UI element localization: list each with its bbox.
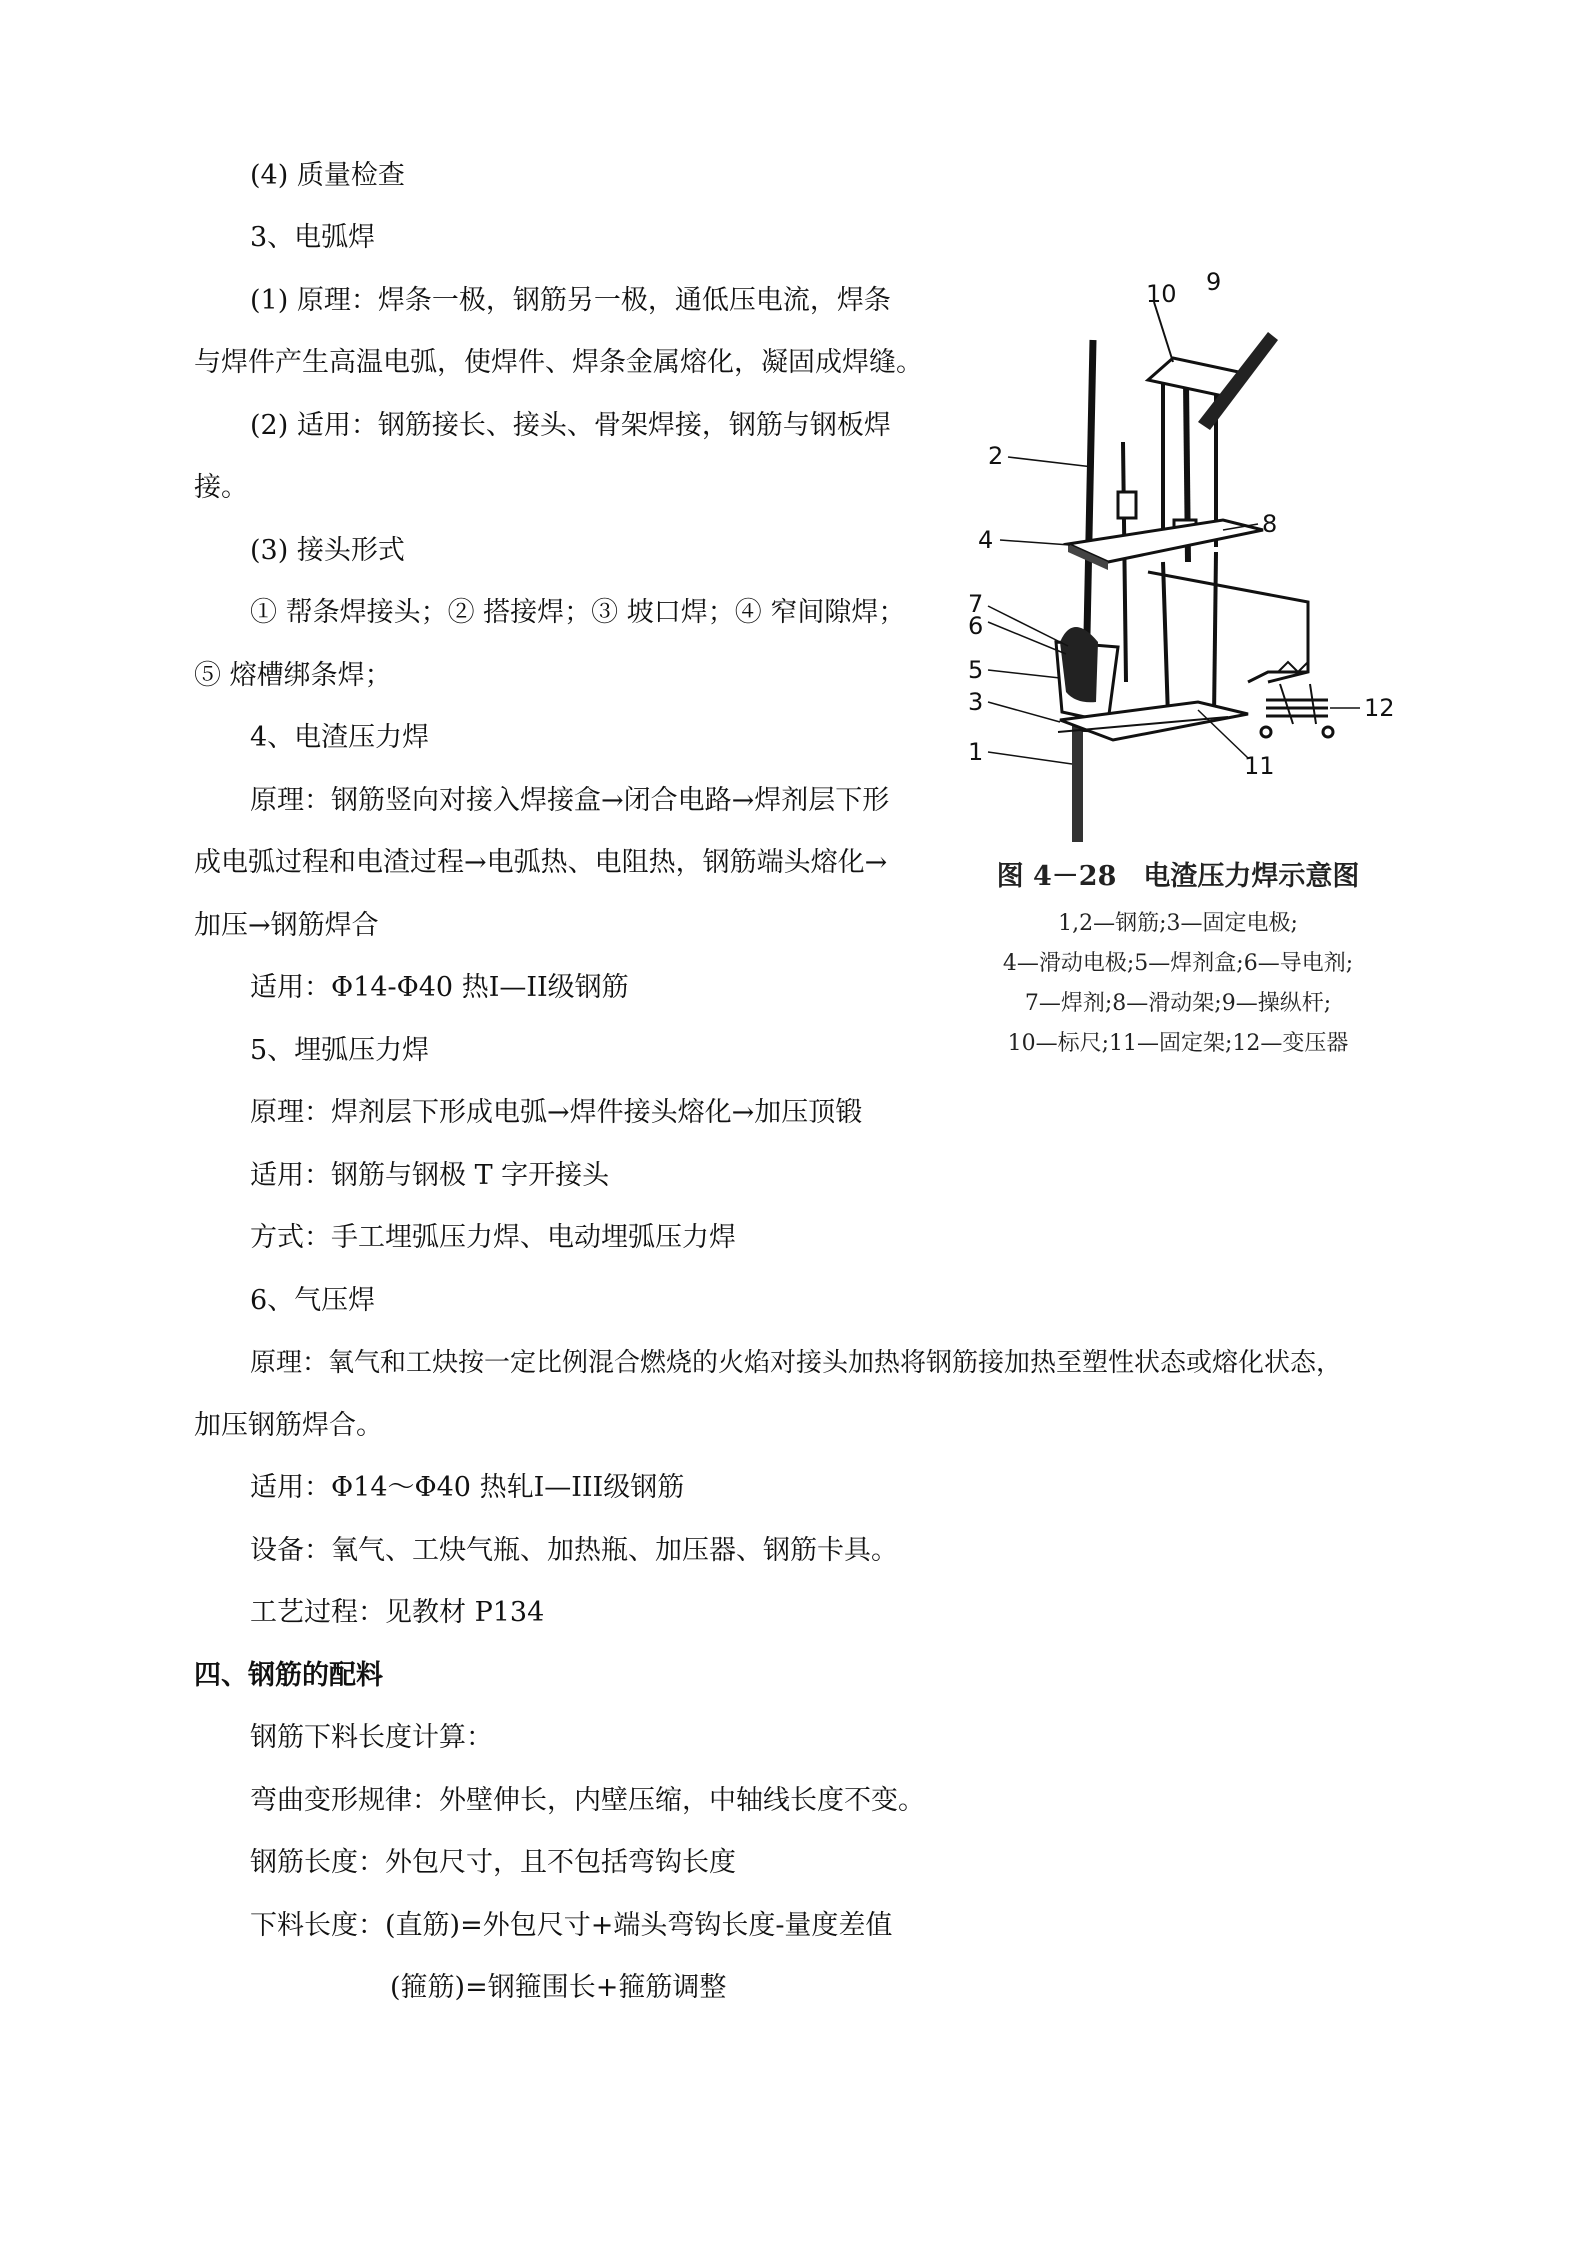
text-line: 方式：手工埋弧压力焊、电动埋弧压力焊 xyxy=(250,1222,736,1253)
text-line: (箍筋)=钢箍围长+箍筋调整 xyxy=(390,1972,727,2003)
text-line: (4) 质量检查 xyxy=(250,160,405,191)
figure-label: 5 xyxy=(968,656,984,684)
text-line: 适用：钢筋与钢极 T 字开接头 xyxy=(250,1160,610,1191)
figure-label: 12 xyxy=(1364,694,1395,722)
electroslag-welding-figure xyxy=(948,262,1408,1082)
text-line: 弯曲变形规律：外壁伸长，内壁压缩，中轴线长度不变。 xyxy=(250,1785,925,1816)
text-line: 接。 xyxy=(194,472,248,503)
text-line: 原理：焊剂层下形成电弧→焊件接头熔化→加压顶锻 xyxy=(250,1097,863,1128)
figure-label: 1 xyxy=(968,738,984,766)
figure-drawing xyxy=(948,262,1408,842)
text-line: (3) 接头形式 xyxy=(250,535,405,566)
chapter-heading: 四、钢筋的配料 xyxy=(194,1660,383,1691)
section-heading: 3、电弧焊 xyxy=(250,222,376,253)
figure-label: 10 xyxy=(1146,280,1177,308)
text-line: 原理：氧气和工炔按一定比例混合燃烧的火焰对接头加热将钢筋接加热至塑性状态或熔化状态， xyxy=(250,1348,1343,1378)
text-line: 钢筋长度：外包尺寸，且不包括弯钩长度 xyxy=(250,1847,736,1878)
text-line: 工艺过程：见教材 P134 xyxy=(250,1597,545,1628)
figure-caption-line: 7—焊剂;8—滑动架;9—操纵杆; xyxy=(1024,991,1332,1016)
section-heading: 6、气压焊 xyxy=(250,1285,376,1316)
text-line: 下料长度：(直筋)=外包尺寸+端头弯钩长度-量度差值 xyxy=(250,1910,893,1941)
text-line: ① 帮条焊接头；② 搭接焊；③ 坡口焊；④ 窄间隙焊； xyxy=(250,597,906,628)
figure-label: 9 xyxy=(1206,268,1222,296)
text-line: 钢筋下料长度计算： xyxy=(250,1722,493,1753)
figure-label: 3 xyxy=(968,688,984,716)
figure-label: 11 xyxy=(1244,752,1275,780)
text-line: 加压钢筋焊合。 xyxy=(194,1410,383,1441)
section-heading: 4、电渣压力焊 xyxy=(250,722,430,753)
text-line: (1) 原理：焊条一极，钢筋另一极，通低压电流，焊条 xyxy=(250,285,891,316)
text-line: 与焊件产生高温电弧，使焊件、焊条金属熔化，凝固成焊缝。 xyxy=(194,347,923,378)
figure-label: 6 xyxy=(968,612,984,640)
figure-label: 7 xyxy=(968,590,984,618)
figure-label: 2 xyxy=(988,442,1004,470)
figure-label: 8 xyxy=(1262,510,1278,538)
text-line: ⑤ 熔槽绑条焊； xyxy=(194,660,392,691)
figure-caption-line: 10—标尺;11—固定架;12—变压器 xyxy=(1007,1031,1349,1056)
text-line: 原理：钢筋竖向对接入焊接盒→闭合电路→焊剂层下形 xyxy=(250,785,890,816)
text-line: 成电弧过程和电渣过程→电弧热、电阻热，钢筋端头熔化→ xyxy=(194,847,888,878)
text-line: 设备：氧气、工炔气瓶、加热瓶、加压器、钢筋卡具。 xyxy=(250,1535,898,1566)
text-line: (2) 适用：钢筋接长、接头、骨架焊接，钢筋与钢板焊 xyxy=(250,410,891,441)
text-line: 适用：Φ14～Φ40 热轧I—III级钢筋 xyxy=(250,1472,685,1503)
figure-caption-line: 4—滑动电极;5—焊剂盒;6—导电剂; xyxy=(1002,951,1354,976)
figure-caption-line: 1,2—钢筋;3—固定电极; xyxy=(1058,911,1298,936)
text-line: 加压→钢筋焊合 xyxy=(194,910,379,941)
text-line: 适用：Φ14-Φ40 热I—II级钢筋 xyxy=(250,972,629,1003)
figure-label: 4 xyxy=(978,526,994,554)
figure-caption-title: 图 4－28 电渣压力焊示意图 xyxy=(996,861,1360,892)
section-heading: 5、埋弧压力焊 xyxy=(250,1035,430,1066)
